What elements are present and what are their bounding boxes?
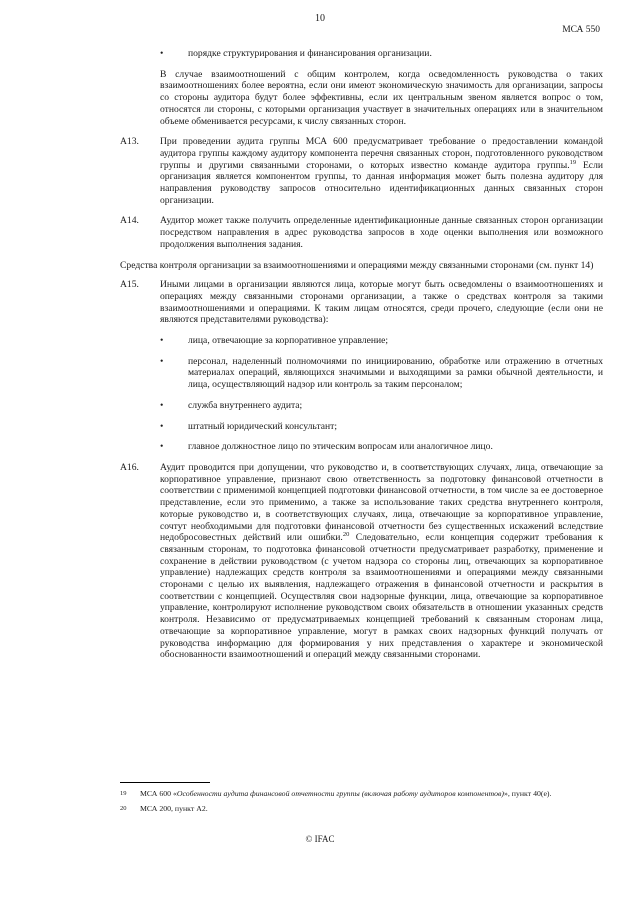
page-number: 10 [315, 13, 325, 24]
paragraph-text-cont: Следовательно, если концепция содержит требования к связанным сторонам, то подготовка финансовой отчетности предусматривает разработку, применение и сохранение в действии руководством (с учетом надзора со стороны лиц, отвечающих за корпоративное управление) надлежащих средств контроля за взаимоотношениями и операциями между связанными сторонами с целью их выявления, надлежащего отражения в финансовой отчетности и раскрытия в соответствии с концепцией. Осуществляя свои надзорные функции, лица, отвечающие за корпоративное управление, контролируют исполнение руководством своих обязательств в отношении указанных средств контроля. Независимо от предусматриваемых концепцией требований к связанным сторонам лица, отвечающие за корпоративное управление, могут в рамках своих надзорных функций получать от руководства информацию для формирования у них представления о характере и экономической обоснованности взаимоотношений и операций между связанными сторонами. [160, 532, 604, 661]
paragraph-a13 [120, 136, 603, 206]
section-heading: Средства контроля организации за взаимоотношениями и операциями между связанными сторонами (см. пункт 14) [120, 259, 594, 271]
bullet-icon: • [160, 335, 164, 347]
paragraph-text: Иными лицами в организации являются лица, которые могут быть осведомлены о взаимоотношениях и операциях между связанными сторонами организации, а также о средствах контроля за такими взаимоотношениями и операциями. К таким лицам относятся, среди прочего, следующие (если они не являются представителями руководства): [160, 279, 603, 326]
footer-copyright: © IFAC [305, 834, 335, 844]
footnote-divider [120, 782, 210, 783]
list-item-text: персонал, наделенный полномочиями по инициированию, обработке или отражению в отчетных материалах операций, являющихся значимыми и выходящими за рамки обычной деятельности, и лица, осуществляющий надзор или контроль за таким персоналом; [188, 355, 603, 391]
paragraph-number: A15. [120, 279, 139, 291]
footnote-text: МСА 600 « [140, 789, 177, 798]
list-item-text: порядке структурирования и финансирования организации. [188, 48, 432, 59]
list-item-text: главное должностное лицо по этическим вопросам или аналогичное лицо. [188, 441, 493, 453]
footnote-text: МСА 200, пункт А2. [140, 804, 208, 813]
paragraph-number: A14. [120, 215, 139, 227]
bullet-icon: • [160, 420, 164, 432]
list-item-text: служба внутреннего аудита; [188, 399, 303, 411]
main-content [120, 48, 603, 670]
list-item [120, 441, 603, 453]
document-code: МСА 550 [562, 25, 600, 35]
footnote-text-cont: », пункт 40(е). [504, 789, 552, 798]
list-item [120, 400, 603, 412]
paragraph-number: A13. [120, 136, 139, 148]
bullet-icon: • [160, 441, 164, 453]
paragraph-text: Аудитор может также получить определенные идентификационные данные связанных сторон организации посредством направления в адрес руководства запросов в ходе оценки выполнения или возможного продолжения выполнения задания. [160, 215, 603, 250]
list-item [120, 335, 603, 347]
bullet-icon: • [160, 48, 164, 59]
paragraph-text: При проведении аудита группы МСА 600 предусматривает требование о предоставлении командой аудитора группы каждому аудитору компонента перечня связанных сторон, подготовленного руководством группы и другими связанными сторонами, о которых известно команде аудитора группы. [160, 136, 603, 171]
list-item [120, 356, 603, 391]
paragraph-text: Аудит проводится при допущении, что руководство и, в соответствующих случаях, лица, отвечающие за корпоративное управление, признают свою ответственность за подготовку финансовой отчетности в соответствии с применимой концепцией подготовки финансовой отчетности, в том числе за ее достоверное представление, если это применимо, а также за использование таких средства внутреннего контроля, которые руководство и, в соответствующих случаях, лица, отвечающие за корпоративное управление, сочтут необходимыми для подготовки финансовой отчетности без существенных искажений вследствие недобросовестных действий или ошибки. [160, 461, 603, 544]
intro-paragraph: В случае взаимоотношений с общим контролем, когда осведомленность руководства о таких взаимоотношениях более вероятна, если они имеют экономическую значимость для организации, запросы со стороны аудитора будут более эффективны, если их центральным звеном является вопрос о том, относятся ли стороны, с которыми организация участвует в значительных операциях или в значительном объеме обменивается ресурсами, к числу связанных сторон. [160, 68, 603, 127]
footnote-ref: 19 [569, 158, 577, 166]
list-item [120, 421, 603, 433]
paragraph-a16 [120, 462, 603, 661]
list-item-text: лица, отвечающие за корпоративное управление; [188, 335, 389, 347]
footnotes [120, 789, 603, 819]
paragraph-a15 [120, 279, 603, 326]
paragraph-a14 [120, 215, 603, 250]
paragraph-text-cont: Если организация является компонентом группы, то данная информация может быть полезна аудитору для направления руководству запросов относительно идентификационных данных связанных сторон организации. [160, 159, 603, 206]
bullet-icon: • [160, 399, 164, 411]
list-item [160, 48, 603, 60]
paragraph-number: A16. [120, 461, 139, 473]
list-item-text: штатный юридический консультант; [188, 420, 338, 432]
bullet-icon: • [160, 355, 164, 367]
footnote-number: 20 [120, 805, 127, 812]
footnote [120, 789, 603, 799]
footnote-title: Особенности аудита финансовой отчетности группы (включая работу аудиторов компонентов) [176, 789, 504, 798]
footnote-ref: 20 [342, 531, 350, 539]
footnote [120, 804, 603, 814]
footnote-number: 19 [120, 790, 127, 797]
